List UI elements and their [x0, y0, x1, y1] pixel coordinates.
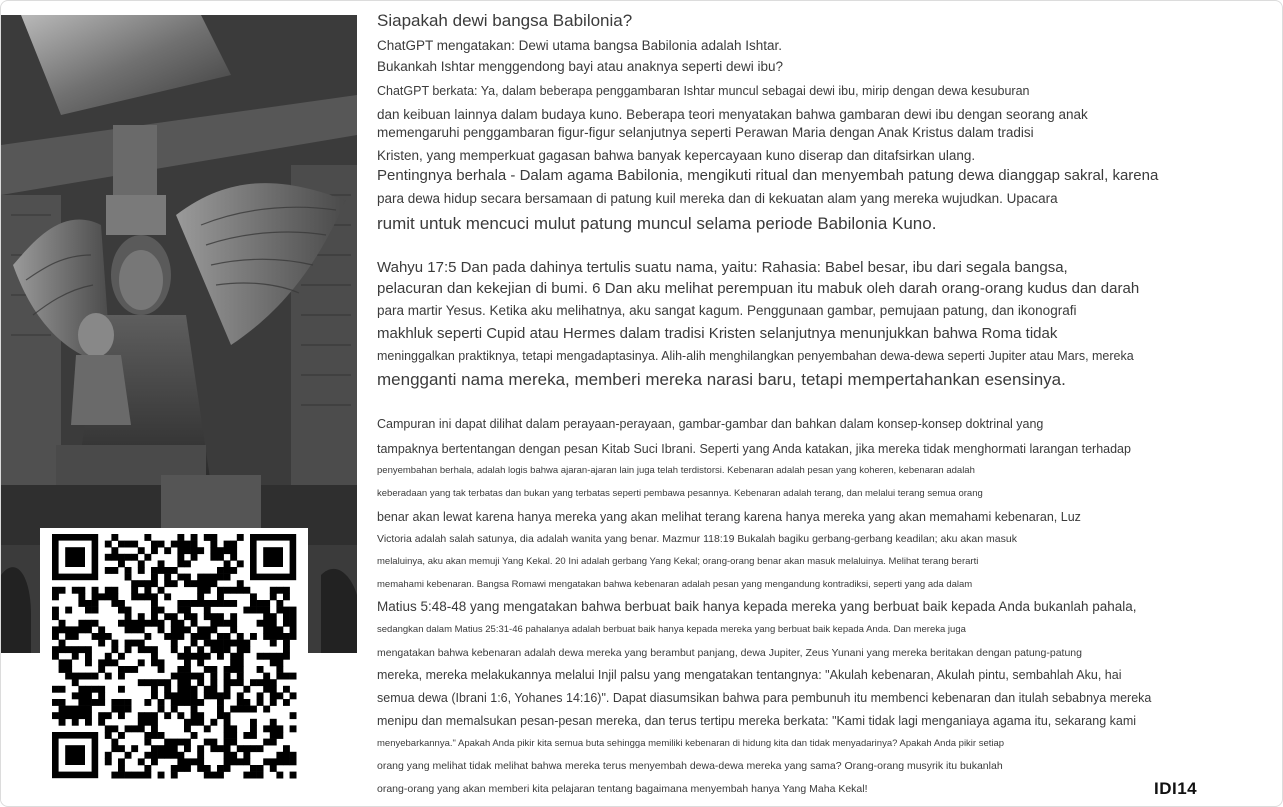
text-line: Kristen, yang memperkuat gagasan bahwa banyak kepercayaan kuno diserap dan ditafsirkan ulang. — [377, 148, 976, 163]
text-line: menyebarkannya." Apakah Anda pikir kita semua buta sehingga memiliki kebenaran di hidung kita dan tidak menyadarinya? Apakah Anda pikir setiap — [377, 738, 1005, 749]
text-line: mengatakan bahwa kebenaran adalah dewa mereka yang berambut panjang, dewa Jupiter, Zeus Yunani yang mereka beritakan dengan patung-patung — [377, 647, 1082, 659]
text-line: keberadaan yang tak terbatas dan bukan yang terbatas seperti pembawa pesannya. Kebenaran adalah terang, dan melalui terang semua orang — [377, 488, 983, 499]
text-line: penyembahan berhala, adalah logis bahwa ajaran-ajaran lain juga telah terdistorsi. Kebenaran adalah pesan yang koheren, kebenaran adalah — [377, 465, 975, 476]
text-line: dan keibuan lainnya dalam budaya kuno. Beberapa teori menyatakan bahwa gambaran dewi ibu dengan seorang anak — [377, 107, 1088, 122]
watermark-tag: IDI14 — [1154, 779, 1198, 798]
text-line: melaluinya, aku akan memuji Yang Kekal. 20 Ini adalah gerbang Yang Kekal; orang-orang benar akan masuk melaluinya. Melihat terang berarti — [377, 556, 979, 567]
text-line: meninggalkan praktiknya, tetapi mengadaptasinya. Alih-alih menghilangkan penyembahan dewa-dewa seperti Jupiter atau Mars, mereka — [377, 349, 1134, 363]
text-line: rumit untuk mencuci mulut patung muncul selama periode Babilonia Kuno. — [377, 214, 937, 233]
text-line: pelacuran dan kekejian di bumi. 6 Dan aku melihat perempuan itu mabuk oleh darah orang-orang kudus dan darah — [377, 280, 1140, 297]
text-line: Bukankah Ishtar menggendong bayi atau anaknya seperti dewi ibu? — [377, 59, 784, 74]
text-line: sedangkan dalam Matius 25:31-46 pahalanya adalah berbuat baik hanya kepada mereka yang berbuat baik kepada Anda. Dan mereka juga — [377, 624, 966, 635]
text-line: Campuran ini dapat dilihat dalam perayaan-perayaan, gambar-gambar dan bahkan dalam konsep-konsep doktrinal yang — [377, 417, 1044, 431]
text-line: Victoria adalah salah satunya, dia adalah wanita yang benar. Mazmur 118:19 Bukalah bagiku gerbang-gerbang keadilan; aku akan masuk — [377, 533, 1017, 545]
text-line: semua dewa (Ibrani 1:6, Yohanes 14:16)". Dapat diasumsikan bahwa para pembunuh itu membenci kebenaran dan itulah sebabnya mereka — [377, 691, 1152, 705]
text-line: ChatGPT mengatakan: Dewi utama bangsa Babilonia adalah Ishtar. — [377, 38, 782, 53]
text-line: orang yang melihat tidak melihat bahwa mereka terus menyembah dewa-dewa mereka yang sama? Orang-orang musyrik itu bukanlah — [377, 760, 1003, 772]
text-line: tampaknya bertentangan dengan pesan Kitab Suci Ibrani. Seperti yang Anda katakan, jika mereka tidak menghormati larangan terhadap — [377, 442, 1131, 456]
text-line: mereka, mereka melakukannya melalui Injil palsu yang mengatakan tentangnya: "Akulah kebenaran, Akulah pintu, sembahlah Aku, hai — [377, 668, 1122, 682]
text-line: orang-orang yang akan memberi kita pelajaran tentang bagaimana menyembah hanya Yang Maha Kekal! — [377, 783, 868, 795]
text-line: para martir Yesus. Ketika aku melihatnya, aku sangat kagum. Penggunaan gambar, pemujaan patung, dan ikonografi — [377, 303, 1077, 318]
text-line: memengaruhi penggambaran figur-figur selanjutnya seperti Perawan Maria dengan Anak Kristus dalam tradisi — [377, 125, 1034, 140]
text-line: benar akan lewat karena hanya mereka yang akan melihat terang karena hanya mereka yang akan memahami kebenaran, Luz — [377, 510, 1081, 524]
text-line: makhluk seperti Cupid atau Hermes dalam tradisi Kristen selanjutnya menunjukkan bahwa Roma tidak — [377, 325, 1058, 342]
text-line: Siapakah dewi bangsa Babilonia? — [377, 11, 633, 30]
text-line: para dewa hidup secara bersamaan di patung kuil mereka dan di kekuatan alam yang mereka wujudkan. Upacara — [377, 191, 1058, 206]
text-line: ChatGPT berkata: Ya, dalam beberapa penggambaran Ishtar muncul sebagai dewi ibu, mirip dengan dewa kesuburan — [377, 84, 1030, 98]
text-line: Pentingnya berhala - Dalam agama Babilonia, mengikuti ritual dan menyembah patung dewa dianggap sakral, karena — [377, 167, 1159, 184]
qr-code-pattern — [40, 528, 308, 784]
text-line: memahami kebenaran. Bangsa Romawi mengatakan bahwa kebenaran adalah pesan yang mengandung kontradiksi, seperti yang ada dalam — [377, 579, 973, 590]
text-line: menipu dan memalsukan pesan-pesan mereka, dan terus tertipu mereka berkata: "Kami tidak lagi menganiaya agama itu, sekarang kami — [377, 714, 1137, 728]
qr-code[interactable] — [40, 528, 308, 784]
text-line: Wahyu 17:5 Dan pada dahinya tertulis suatu nama, yaitu: Rahasia: Babel besar, ibu dari segala bangsa, — [377, 259, 1068, 276]
text-line: Matius 5:48-48 yang mengatakan bahwa berbuat baik hanya kepada mereka yang berbuat baik kepada Anda bukanlah pahala, — [377, 599, 1137, 614]
text-line: mengganti nama mereka, memberi mereka narasi baru, tetapi mempertahankan esensinya. — [377, 370, 1066, 389]
